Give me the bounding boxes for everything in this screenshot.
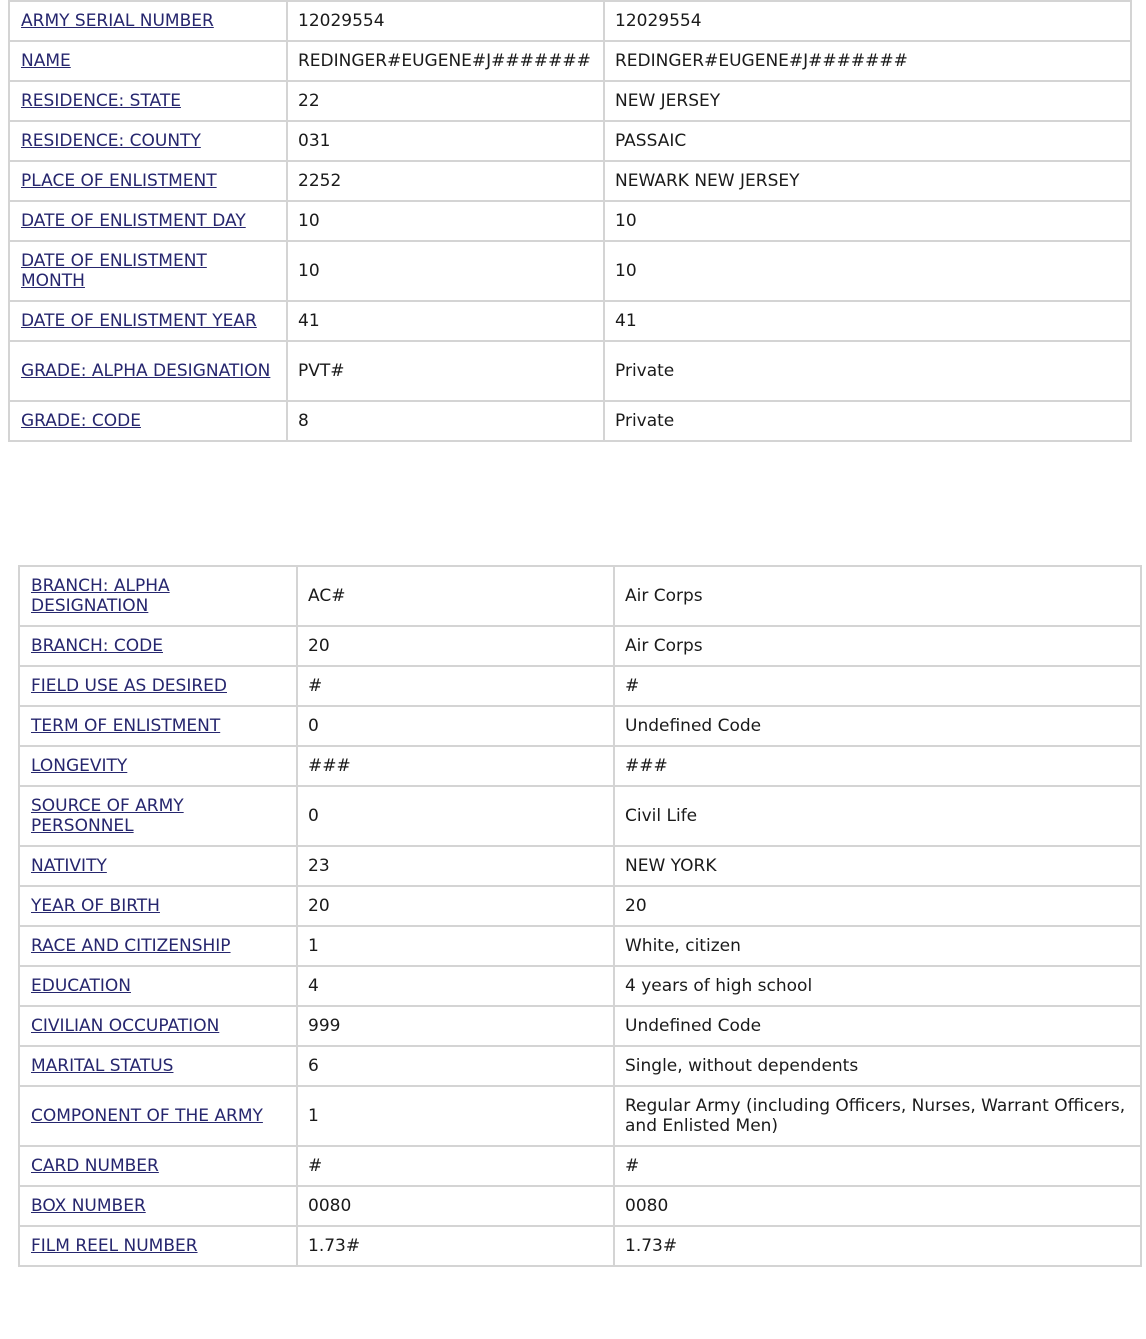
table-row: [19, 1146, 1141, 1186]
field-label-cell: [19, 926, 297, 966]
field-code-cell: 23: [297, 846, 614, 886]
field-meaning-cell: 20: [614, 886, 1141, 926]
field-label-link[interactable]: FILM REEL NUMBER: [31, 1236, 198, 1256]
field-label-link[interactable]: RACE AND CITIZENSHIP: [31, 936, 231, 956]
field-meaning-cell: White, citizen: [614, 926, 1141, 966]
table-row: [9, 41, 1131, 81]
table-row: [19, 626, 1141, 666]
field-label-link[interactable]: TERM OF ENLISTMENT: [31, 716, 221, 736]
field-meaning-cell: NEW JERSEY: [604, 81, 1131, 121]
table-row: [19, 1006, 1141, 1046]
field-label-cell: [19, 1226, 297, 1266]
field-label-cell: [19, 1046, 297, 1086]
field-label-cell: [19, 886, 297, 926]
field-label-link[interactable]: RESIDENCE: STATE: [21, 91, 181, 111]
table-row: [19, 926, 1141, 966]
field-code-cell: 2252: [287, 161, 604, 201]
field-meaning-cell: ###: [614, 746, 1141, 786]
table-row: [9, 341, 1131, 401]
field-meaning-cell: 41: [604, 301, 1131, 341]
field-code-cell: 999: [297, 1006, 614, 1046]
field-label-link[interactable]: EDUCATION: [31, 976, 131, 996]
table-row: [19, 1086, 1141, 1146]
field-meaning-cell: Undefined Code: [614, 706, 1141, 746]
field-meaning-cell: Air Corps: [614, 566, 1141, 626]
field-code-cell: #: [297, 1146, 614, 1186]
field-label-cell: [9, 41, 287, 81]
table-row: [9, 301, 1131, 341]
field-code-cell: 10: [287, 201, 604, 241]
field-label-cell: [9, 121, 287, 161]
field-label-link[interactable]: LONGEVITY: [31, 756, 128, 776]
field-code-cell: 6: [297, 1046, 614, 1086]
field-code-cell: 8: [287, 401, 604, 441]
enlistment-record-table-1: [8, 0, 1132, 442]
field-code-cell: 22: [287, 81, 604, 121]
field-code-cell: PVT#: [287, 341, 604, 401]
field-label-link[interactable]: DATE OF ENLISTMENT DAY: [21, 211, 246, 231]
field-code-cell: 20: [297, 626, 614, 666]
table-row: [9, 401, 1131, 441]
field-meaning-cell: 12029554: [604, 1, 1131, 41]
table-row: [19, 886, 1141, 926]
table-row: [19, 846, 1141, 886]
field-label-link[interactable]: DATE OF ENLISTMENT MONTH: [21, 251, 207, 291]
field-meaning-cell: Undefined Code: [614, 1006, 1141, 1046]
field-code-cell: 0: [297, 706, 614, 746]
field-code-cell: #: [297, 666, 614, 706]
field-label-cell: [9, 301, 287, 341]
field-label-cell: [9, 161, 287, 201]
field-label-cell: [9, 201, 287, 241]
field-code-cell: 4: [297, 966, 614, 1006]
field-label-link[interactable]: ARMY SERIAL NUMBER: [21, 11, 214, 31]
table-row: [19, 786, 1141, 846]
field-meaning-cell: #: [614, 1146, 1141, 1186]
field-code-cell: AC#: [297, 566, 614, 626]
field-label-cell: [19, 666, 297, 706]
table-row: [9, 81, 1131, 121]
field-code-cell: 031: [287, 121, 604, 161]
field-code-cell: 10: [287, 241, 604, 301]
field-meaning-cell: 1.73#: [614, 1226, 1141, 1266]
field-label-link[interactable]: GRADE: CODE: [21, 411, 141, 431]
field-code-cell: 1.73#: [297, 1226, 614, 1266]
field-meaning-cell: Private: [604, 341, 1131, 401]
table-row: [19, 1186, 1141, 1226]
field-label-link[interactable]: SOURCE OF ARMY PERSONNEL: [31, 796, 184, 836]
field-code-cell: 20: [297, 886, 614, 926]
field-label-cell: [9, 1, 287, 41]
field-label-link[interactable]: NATIVITY: [31, 856, 107, 876]
table-row: [19, 746, 1141, 786]
field-meaning-cell: 10: [604, 241, 1131, 301]
field-label-link[interactable]: BOX NUMBER: [31, 1196, 146, 1216]
field-label-link[interactable]: BRANCH: ALPHA DESIGNATION: [31, 576, 170, 616]
field-meaning-cell: 10: [604, 201, 1131, 241]
field-meaning-cell: Air Corps: [614, 626, 1141, 666]
field-meaning-cell: NEWARK NEW JERSEY: [604, 161, 1131, 201]
field-label-cell: [9, 81, 287, 121]
field-code-cell: 1: [297, 926, 614, 966]
field-label-link[interactable]: RESIDENCE: COUNTY: [21, 131, 201, 151]
field-meaning-cell: Regular Army (including Officers, Nurses, Warrant Officers, and Enlisted Men): [614, 1086, 1141, 1146]
field-label-link[interactable]: MARITAL STATUS: [31, 1056, 174, 1076]
field-code-cell: 1: [297, 1086, 614, 1146]
table-row: [9, 241, 1131, 301]
field-label-cell: [9, 401, 287, 441]
table-row: [19, 966, 1141, 1006]
field-label-link[interactable]: DATE OF ENLISTMENT YEAR: [21, 311, 257, 331]
field-label-cell: [19, 846, 297, 886]
table-row: [19, 666, 1141, 706]
field-label-link[interactable]: YEAR OF BIRTH: [31, 896, 160, 916]
field-meaning-cell: REDINGER#EUGENE#J#######: [604, 41, 1131, 81]
table-row: [9, 121, 1131, 161]
table-row: [9, 201, 1131, 241]
field-label-link[interactable]: GRADE: ALPHA DESIGNATION: [21, 361, 271, 381]
field-label-link[interactable]: BRANCH: CODE: [31, 636, 163, 656]
field-meaning-cell: Private: [604, 401, 1131, 441]
field-label-cell: [19, 1006, 297, 1046]
table-row: [19, 1046, 1141, 1086]
table-row: [19, 706, 1141, 746]
table-row: [19, 1226, 1141, 1266]
field-code-cell: ###: [297, 746, 614, 786]
field-label-cell: [19, 706, 297, 746]
field-code-cell: 0: [297, 786, 614, 846]
field-meaning-cell: #: [614, 666, 1141, 706]
field-meaning-cell: Civil Life: [614, 786, 1141, 846]
table-row: [9, 161, 1131, 201]
field-label-cell: [19, 746, 297, 786]
table-row: [19, 566, 1141, 626]
field-code-cell: 0080: [297, 1186, 614, 1226]
field-label-cell: [9, 241, 287, 301]
field-label-link[interactable]: PLACE OF ENLISTMENT: [21, 171, 217, 191]
field-code-cell: REDINGER#EUGENE#J#######: [287, 41, 604, 81]
field-label-cell: [19, 1146, 297, 1186]
enlistment-record-table-2: [18, 565, 1142, 1267]
field-label-cell: [19, 566, 297, 626]
field-label-cell: [19, 966, 297, 1006]
field-meaning-cell: Single, without dependents: [614, 1046, 1141, 1086]
field-label-cell: [19, 1186, 297, 1226]
field-label-link[interactable]: NAME: [21, 51, 71, 71]
field-code-cell: 12029554: [287, 1, 604, 41]
field-label-cell: [19, 1086, 297, 1146]
field-label-cell: [19, 786, 297, 846]
field-label-link[interactable]: CIVILIAN OCCUPATION: [31, 1016, 220, 1036]
field-label-cell: [19, 626, 297, 666]
field-meaning-cell: NEW YORK: [614, 846, 1141, 886]
field-meaning-cell: PASSAIC: [604, 121, 1131, 161]
field-label-link[interactable]: CARD NUMBER: [31, 1156, 159, 1176]
field-label-cell: [9, 341, 287, 401]
table-row: [9, 1, 1131, 41]
field-label-link[interactable]: COMPONENT OF THE ARMY: [31, 1106, 263, 1126]
field-code-cell: 41: [287, 301, 604, 341]
field-label-link[interactable]: FIELD USE AS DESIRED: [31, 676, 227, 696]
field-meaning-cell: 4 years of high school: [614, 966, 1141, 1006]
field-meaning-cell: 0080: [614, 1186, 1141, 1226]
